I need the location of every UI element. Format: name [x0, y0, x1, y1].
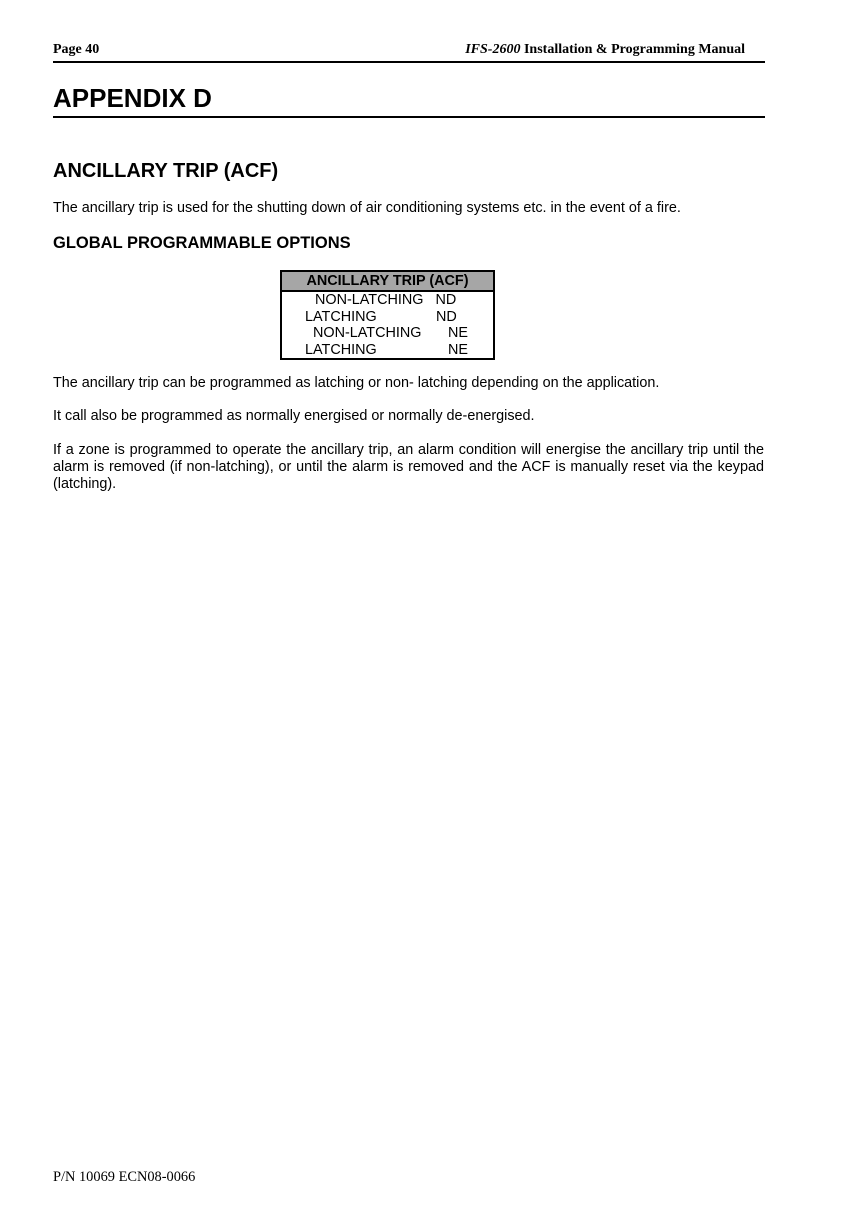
option-mode: NON-LATCHING [313, 325, 422, 341]
option-code: ND [435, 292, 457, 308]
options-table [280, 270, 495, 360]
manual-title [465, 42, 745, 58]
option-row [315, 292, 456, 309]
body-paragraph: It call also be programmed as normally energised or normally de-energised. [53, 408, 535, 424]
option-row [305, 309, 377, 326]
section-title: ANCILLARY TRIP (ACF) [53, 160, 279, 182]
product-name: IFS-2600 [465, 42, 521, 57]
option-code: NE [448, 325, 468, 341]
page-header [53, 41, 765, 63]
option-mode: NON-LATCHING [315, 292, 424, 308]
options-table-title: ANCILLARY TRIP (ACF) [282, 272, 493, 292]
option-row [305, 342, 377, 359]
option-mode: LATCHING [305, 342, 377, 358]
option-code: ND [436, 309, 457, 325]
body-paragraph: The ancillary trip can be programmed as latching or non- latching depending on the application. [53, 375, 660, 391]
options-heading: GLOBAL PROGRAMMABLE OPTIONS [53, 234, 351, 252]
appendix-title: APPENDIX D [53, 83, 765, 118]
page-number: Page 40 [53, 42, 100, 57]
intro-paragraph: The ancillary trip is used for the shutting down of air conditioning systems etc. in the event of a fire. [53, 200, 681, 216]
body-paragraph: If a zone is programmed to operate the ancillary trip, an alarm condition will energise the ancillary trip until the alarm is removed (if non-latching), or until the alarm is removed and the ACF is manually reset via the keypad (latching). [53, 442, 764, 492]
manual-title-rest: Installation & Programming Manual [523, 42, 745, 57]
page-footer: P/N 10069 ECN08-0066 [53, 1169, 196, 1185]
option-mode: LATCHING [305, 309, 377, 325]
option-row [313, 325, 421, 342]
option-code: NE [448, 342, 468, 358]
